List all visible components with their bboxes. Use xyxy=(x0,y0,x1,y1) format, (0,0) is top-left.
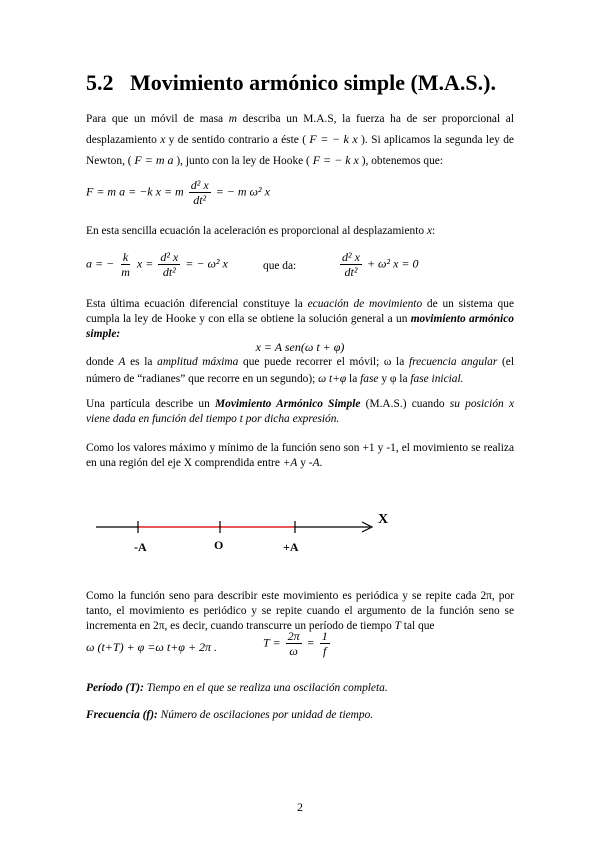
paragraph-mas-definition xyxy=(86,397,514,427)
p2-end: : xyxy=(432,225,436,237)
p3-c5: la xyxy=(346,373,361,385)
intro-text-5: ). Si aplicamos la segunda ley xyxy=(357,134,500,146)
eq1-right: = − m ω² x xyxy=(215,184,270,199)
eq2-right: = − ω² x xyxy=(185,256,228,271)
intro-text-4: y de sentido contrario a éste ( xyxy=(165,134,310,146)
eq2b-fraction xyxy=(340,250,362,279)
paragraph-range xyxy=(86,441,514,471)
p3-a: Esta última ecuación diferencial constituye la xyxy=(86,298,308,310)
paragraph-definitions xyxy=(86,354,514,388)
eq3-num2: 1 xyxy=(321,629,328,643)
eq2-kden: m xyxy=(121,265,130,279)
eq3-num: 2π xyxy=(287,629,300,643)
intro-paragraph xyxy=(86,109,514,171)
p4-em: su posición x viene dada en función del tiempo t por dicha expresión. xyxy=(86,398,514,425)
p5-y: y xyxy=(297,457,309,469)
section-number: 5.2 xyxy=(86,70,114,95)
def2-term: Frecuencia (f): xyxy=(86,709,158,721)
eq1-den: dt² xyxy=(193,193,207,207)
p5-end: . xyxy=(319,457,323,469)
p6-text: Como la función seno para describir este movimiento es periódica y se repite cada 2π, por tanto, el movimiento es periódico y se repite cuando el argumento de la función seno se incrementa en 2π, es decir, cuando transcurre un período de tiempo xyxy=(86,590,514,632)
p3-amp: amplitud máxima xyxy=(157,356,239,368)
intro-text-1: Para que un móvil de masa xyxy=(86,113,229,125)
eq2b-num: d² x xyxy=(342,250,360,264)
eq3-den: ω xyxy=(289,644,298,658)
eq3-frac-1 xyxy=(286,629,302,658)
equation-differential xyxy=(338,250,419,279)
def1-text: Tiempo en el que se realiza una oscilación completa. xyxy=(143,682,388,694)
solution-eq: x = A sen(ω t + φ) xyxy=(255,340,345,354)
p3-freq: frecuencia angular xyxy=(408,356,498,368)
intro-text-3: desplazamiento xyxy=(86,134,161,146)
eq3-T: T = xyxy=(263,635,281,650)
eq2-mid: x = xyxy=(136,256,154,271)
section-title: Movimiento armónico simple (M.A.S.). xyxy=(130,70,496,95)
eq2-k-over-m xyxy=(119,250,132,279)
p3-A: A xyxy=(118,356,126,368)
page-number: 2 xyxy=(297,800,303,814)
label-plus-a: +A xyxy=(283,540,299,554)
eq2b-right: + ω² x = 0 xyxy=(366,256,419,271)
p3-c1: donde xyxy=(86,356,119,368)
hooke-inline-eq-2: F = − k x xyxy=(312,153,359,167)
paragraph-periodicity xyxy=(86,589,514,634)
p3-fase-ini: fase inicial. xyxy=(410,373,464,385)
equation-newton-hooke xyxy=(86,178,270,207)
eq2-a: a = − xyxy=(86,256,115,271)
axis-label-x: X xyxy=(378,512,389,527)
eq3-frac-2 xyxy=(320,629,330,658)
equation-period-phase xyxy=(86,640,217,655)
paragraph-acceleration xyxy=(86,222,514,240)
intro-text-2: describa un M.A.S, la fuerza ha de ser proporcional al xyxy=(236,113,514,125)
equation-solution xyxy=(0,340,600,355)
que-da-label: que da: xyxy=(263,260,297,272)
x-axis-diagram xyxy=(0,505,600,565)
p3-em: ecuación de movimiento xyxy=(307,298,423,310)
eq1-num: d² x xyxy=(190,178,209,192)
p3-b: de un sistema que cumpla la ley de Hooke y con ella se obtiene la solución general a un xyxy=(86,298,514,325)
p3-phase-expr: ω t+φ xyxy=(318,373,347,385)
def1-term: Período (T): xyxy=(86,682,144,694)
p5-minusA: -A xyxy=(308,457,320,469)
label-origin: O xyxy=(214,538,224,552)
eq1-fraction xyxy=(189,178,211,207)
paragraph-differential-equation xyxy=(86,297,514,342)
eq1-left: F = m a = −k x = m xyxy=(86,184,184,199)
eq2-fraction xyxy=(158,250,180,279)
p5-text: Como los valores máximo y mínimo de la función seno son +1 y -1, el movimiento se realiza en una región del eje X comprendida entre xyxy=(86,442,514,469)
intro-text-6: de Newton, ( xyxy=(86,134,514,167)
equation-period xyxy=(263,629,332,658)
p4-bi: Movimiento Armónico Simple xyxy=(215,398,361,410)
p2-text: En esta sencilla ecuación la aceleración es proporcional al desplazamiento xyxy=(86,225,427,237)
newton-inline-eq: F = m a xyxy=(134,153,174,167)
eq2b-den: dt² xyxy=(344,265,358,279)
hooke-inline-eq: F = − k x xyxy=(309,132,358,146)
definition-period xyxy=(86,679,514,697)
p4-b: (M.A.S.) cuando xyxy=(360,398,450,410)
p6-T: T xyxy=(394,620,401,632)
eq3-left: ω (t+T) + φ =ω t+φ + 2π . xyxy=(86,640,218,654)
p3-fase: fase xyxy=(360,373,379,385)
section-heading xyxy=(86,70,496,96)
intro-text-7: ), junto con la ley de Hooke ( xyxy=(173,155,313,167)
p5-plusA: +A xyxy=(282,457,298,469)
eq3-den2: f xyxy=(323,644,327,658)
p3-c6: y φ la xyxy=(378,373,411,385)
var-x: x xyxy=(160,134,166,146)
eq3-eq: = xyxy=(306,635,315,650)
p3-c4: (el número de “radianes” que recorre en un segundo); xyxy=(86,356,514,385)
definition-frequency xyxy=(86,706,514,724)
intro-text-8: ), obtenemos que: xyxy=(358,155,444,167)
var-m: m xyxy=(228,113,237,125)
p3-c2: es la xyxy=(125,356,158,368)
p4-a: Una partícula describe un xyxy=(86,398,216,410)
label-minus-a: -A xyxy=(134,540,147,554)
p3-c3: que puede recorrer el móvil; ω la xyxy=(238,356,409,368)
p6-end: tal que xyxy=(400,620,435,632)
def2-text: Número de oscilaciones por unidad de tiempo. xyxy=(157,709,374,721)
eq2-den: dt² xyxy=(162,265,176,279)
p2-var: x xyxy=(426,225,432,237)
eq2-knum: k xyxy=(122,250,129,264)
p3-bi: movimiento armónico simple: xyxy=(86,313,514,340)
equation-acceleration xyxy=(86,250,228,279)
eq2-num: d² x xyxy=(160,250,179,264)
